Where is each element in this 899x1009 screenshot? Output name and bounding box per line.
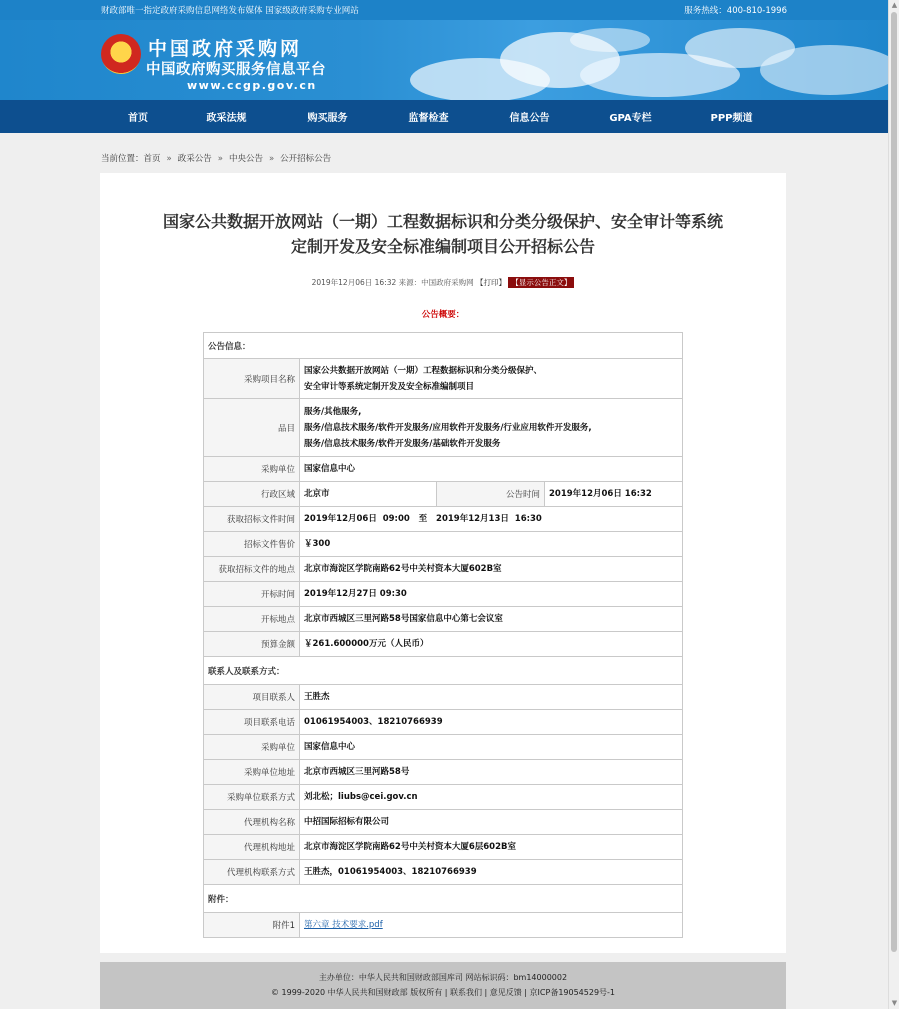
breadcrumb-notices[interactable]: 政采公告 — [177, 154, 212, 164]
breadcrumb-current[interactable]: 公开招标公告 — [280, 154, 332, 164]
breadcrumb — [101, 152, 331, 164]
notice-title — [100, 209, 786, 259]
site-footer — [100, 962, 786, 1009]
table-row — [204, 710, 683, 735]
table-row — [204, 835, 683, 860]
nav-regulations[interactable]: 政采法规 — [206, 113, 247, 124]
footer-line1: 主办单位：中华人民共和国财政部国库司 网站标识码：bm14000002 — [318, 973, 568, 982]
nav-purchase-services[interactable]: 购买服务 — [307, 113, 348, 124]
table-row — [204, 333, 683, 359]
table-row — [204, 885, 683, 913]
section-contacts: 联系人及联系方式： — [204, 657, 683, 685]
item-category-line: 服务/信息技术服务/软件开发服务/基础软件开发服务 — [304, 438, 501, 449]
get-doc-time-value: 2019年12月06日 09:00 至 2019年12月13日 16:30 — [300, 507, 683, 532]
table-row — [204, 685, 683, 710]
attachment-cell — [300, 913, 683, 938]
breadcrumb-separator: » — [166, 154, 172, 164]
nav-home[interactable]: 首页 — [128, 113, 148, 124]
footer-line2: © 1999-2020 中华人民共和国财政部 版权所有 | 联系我们 | 意见反馈 | 京ICP备19054529号-1 — [270, 988, 616, 997]
site-header — [0, 20, 888, 100]
page-scrollbar[interactable] — [888, 0, 899, 1009]
scroll-down-arrow-icon[interactable]: ▼ — [891, 999, 898, 1007]
breadcrumb-prefix: 当前位置： — [101, 154, 144, 164]
row-label: 行政区域 — [204, 482, 300, 507]
nav-gpa[interactable]: GPA专栏 — [609, 113, 652, 124]
row-label: 代理机构地址 — [204, 835, 300, 860]
print-link[interactable]: 【打印】 — [476, 278, 507, 287]
nav-ppp[interactable]: PPP频道 — [710, 113, 753, 124]
cloud-banner — [360, 20, 888, 100]
buyer-contact-value: 刘北松；liubs@cei.gov.cn — [300, 785, 683, 810]
item-category-line: 服务/其他服务, — [304, 406, 362, 417]
item-category-value — [300, 399, 683, 457]
table-row — [204, 913, 683, 938]
table-row — [204, 557, 683, 582]
notice-date: 2019年12月06日 16:32 — [311, 278, 397, 287]
main-nav — [0, 100, 888, 133]
agency-address-value: 北京市海淀区学院南路62号中关村资本大厦6层602B室 — [300, 835, 683, 860]
table-row — [204, 399, 683, 457]
table-row — [204, 760, 683, 785]
section-attachments: 附件： — [204, 885, 683, 913]
top-strip — [0, 0, 888, 20]
row-label: 代理机构联系方式 — [204, 860, 300, 885]
item-category-line: 服务/信息技术服务/软件开发服务/应用软件开发服务/行业应用软件开发服务, — [304, 422, 592, 433]
nav-announcements[interactable]: 信息公告 — [509, 113, 550, 124]
get-doc-place-value: 北京市海淀区学院南路62号中关村资本大厦602B室 — [300, 557, 683, 582]
site-logo-subtitle: 中国政府购买服务信息平台 — [146, 62, 326, 78]
row-label: 获取招标文件的地点 — [204, 557, 300, 582]
notice-summary-table — [203, 332, 683, 938]
breadcrumb-central[interactable]: 中央公告 — [228, 154, 263, 164]
breadcrumb-separator: » — [268, 154, 275, 164]
site-logo-title[interactable]: 中国政府采购网 — [148, 38, 303, 60]
notice-meta — [100, 277, 786, 288]
notice-source: 来源：中国政府采购网 — [398, 278, 474, 287]
bid-open-place-value: 北京市西城区三里河路58号国家信息中心第七会议室 — [300, 607, 683, 632]
table-row — [204, 507, 683, 532]
table-row — [204, 810, 683, 835]
row-label: 采购单位 — [204, 457, 300, 482]
summary-heading: 公告概要： — [421, 310, 465, 320]
breadcrumb-home[interactable]: 首页 — [143, 154, 161, 164]
row-label: 预算金额 — [204, 632, 300, 657]
row-label: 采购单位地址 — [204, 760, 300, 785]
project-name-line: 安全审计等系统定制开发及安全标准编制项目 — [304, 381, 475, 392]
table-row — [204, 482, 683, 507]
project-phone-value: 01061954003、18210766939 — [300, 710, 683, 735]
row-label: 项目联系电话 — [204, 710, 300, 735]
nav-supervision[interactable]: 监督检查 — [408, 113, 449, 124]
budget-value: ￥261.600000万元（人民币） — [300, 632, 683, 657]
region-value: 北京市 — [300, 482, 437, 507]
project-name-value — [300, 359, 683, 399]
table-row — [204, 657, 683, 685]
buyer-value: 国家信息中心 — [300, 457, 683, 482]
table-row — [204, 582, 683, 607]
scrollbar-thumb[interactable] — [891, 12, 897, 952]
scroll-up-arrow-icon[interactable]: ▲ — [891, 1, 898, 9]
row-label: 附件1 — [204, 913, 300, 938]
attachment-link[interactable]: 第六章 技术要求.pdf — [304, 920, 383, 930]
table-row — [204, 359, 683, 399]
doc-price-value: ￥300 — [300, 532, 683, 557]
table-row — [204, 607, 683, 632]
table-row — [204, 735, 683, 760]
row-label: 招标文件售价 — [204, 532, 300, 557]
national-emblem-icon — [101, 34, 141, 74]
buyer-address-value: 北京市西城区三里河路58号 — [300, 760, 683, 785]
notice-title-line1: 国家公共数据开放网站（一期）工程数据标识和分类分级保护、安全审计等系统 — [162, 212, 723, 231]
site-logo-url: www.ccgp.gov.cn — [187, 79, 317, 92]
project-name-line: 国家公共数据开放网站（一期）工程数据标识和分类分级保护、 — [304, 365, 543, 376]
show-notice-body-button[interactable]: 【显示公告正文】 — [508, 277, 574, 288]
row-label: 品目 — [204, 399, 300, 457]
notice-content — [100, 173, 786, 953]
bid-open-time-value: 2019年12月27日 09:30 — [300, 582, 683, 607]
agency-name-value: 中招国际招标有限公司 — [300, 810, 683, 835]
row-label: 公告时间 — [437, 482, 545, 507]
row-label: 获取招标文件时间 — [204, 507, 300, 532]
publish-time-value: 2019年12月06日 16:32 — [545, 482, 683, 507]
buyer-name-value: 国家信息中心 — [300, 735, 683, 760]
row-label: 项目联系人 — [204, 685, 300, 710]
project-contact-value: 王胜杰 — [300, 685, 683, 710]
row-label: 采购项目名称 — [204, 359, 300, 399]
table-row — [204, 457, 683, 482]
row-label: 开标时间 — [204, 582, 300, 607]
table-row — [204, 632, 683, 657]
top-strip-slogan: 财政部唯一指定政府采购信息网络发布媒体 国家级政府采购专业网站 — [101, 6, 359, 16]
table-row — [204, 860, 683, 885]
agency-contact-value: 王胜杰，01061954003、18210766939 — [300, 860, 683, 885]
service-hotline: 服务热线：400-810-1996 — [684, 6, 787, 16]
row-label: 代理机构名称 — [204, 810, 300, 835]
table-row — [204, 785, 683, 810]
row-label: 采购单位 — [204, 735, 300, 760]
row-label: 开标地点 — [204, 607, 300, 632]
breadcrumb-separator: » — [217, 154, 223, 164]
row-label: 采购单位联系方式 — [204, 785, 300, 810]
section-notice-info: 公告信息： — [204, 333, 683, 359]
notice-title-line2: 定制开发及安全标准编制项目公开招标公告 — [290, 237, 595, 256]
table-row — [204, 532, 683, 557]
